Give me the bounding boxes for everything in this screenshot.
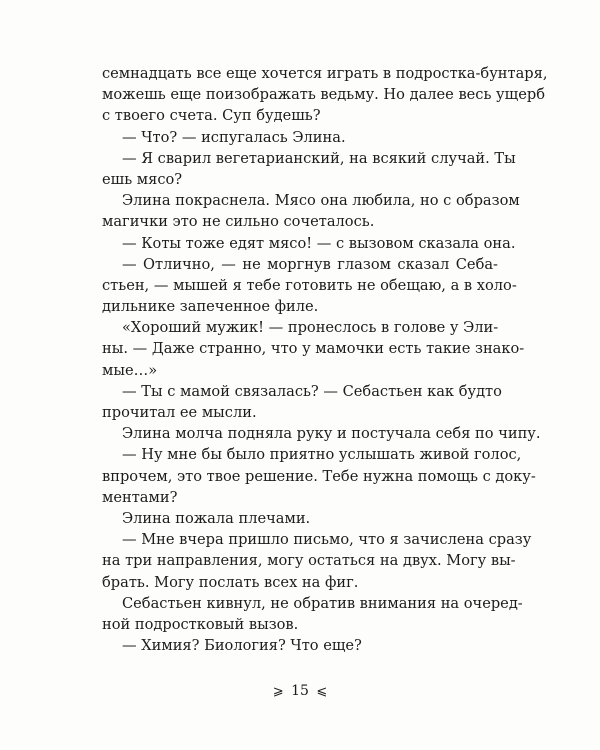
text-line: семнадцать все еще хочется играть в подростка-бунтаря,: [102, 65, 548, 82]
paragraph: [102, 317, 525, 381]
paragraph: [102, 593, 523, 635]
folio-ornament-right: ⩽: [316, 683, 328, 699]
text-line: Элина покраснела. Мясо она любила, но с образом: [122, 192, 520, 210]
paragraph: [102, 254, 517, 318]
text-line: с твоего счета. Суп будешь?: [102, 107, 321, 125]
paragraph: [102, 233, 516, 254]
text-line: прочитал ее мысли.: [102, 404, 257, 421]
text-line: Элина молча подняла руку и постучала себя по чипу.: [122, 425, 541, 443]
paragraph: [102, 635, 498, 656]
text-line: можешь еще поизображать ведьму. Но далее весь ущерб: [102, 86, 545, 104]
text-line: — Ты с мамой связалась? — Себастьен как будто: [122, 382, 502, 400]
paragraph: [102, 423, 541, 444]
text-line: — Что? — испугалась Элина.: [122, 128, 346, 146]
text-line: ной подростковый вызов.: [102, 615, 299, 633]
text-line: ны. — Даже странно, что у мамочки есть такие знако-: [102, 340, 525, 358]
text-line: ешь мясо?: [102, 170, 183, 188]
text-line: мые…»: [102, 361, 158, 379]
page-folio: [0, 683, 600, 699]
text-line: «Хороший мужик! — пронеслось в голове у Эли-: [122, 319, 499, 337]
text-line: дильнике запеченное филе.: [102, 298, 319, 316]
text-line: — Ну мне бы было приятно услышать живой голос,: [122, 446, 522, 464]
text-line: Себастьен кивнул, не обратив внимания на очеред-: [122, 594, 523, 612]
text-line: стьен, — мышей я тебе готовить не обещаю, а в холо-: [102, 276, 517, 294]
text-line: брать. Могу послать всех на фиг.: [102, 573, 359, 591]
paragraph: [102, 444, 536, 508]
paragraph: [102, 529, 532, 593]
text-line: — Отлично, — не моргнув глазом сказал Себа-: [122, 255, 498, 273]
text-line: Элина пожала плечами.: [122, 509, 311, 527]
text-line: ментами?: [102, 488, 178, 506]
paragraph: [102, 381, 502, 423]
text-line: — Химия? Биология? Что еще?: [122, 637, 362, 655]
body-text: [102, 63, 548, 656]
text-line: — Я сварил вегетарианский, на всякий случай. Ты: [122, 149, 516, 167]
text-line: магички это не сильно сочеталось.: [102, 213, 375, 231]
text-line: — Коты тоже едят мясо! — с вызовом сказала она.: [122, 234, 516, 252]
text-line: впрочем, это твое решение. Тебе нужна помощь с доку-: [102, 467, 536, 485]
paragraph: [102, 190, 520, 232]
paragraph: [102, 63, 548, 127]
page-number: 15: [291, 683, 309, 699]
folio-ornament-left: ⩾: [272, 683, 284, 699]
paragraph: [102, 148, 516, 190]
text-line: на три направления, могу остаться на двух. Могу вы-: [102, 552, 516, 570]
paragraph: [102, 127, 498, 148]
text-line: — Мне вчера пришло письмо, что я зачислена сразу: [122, 531, 532, 549]
paragraph: [102, 508, 498, 529]
